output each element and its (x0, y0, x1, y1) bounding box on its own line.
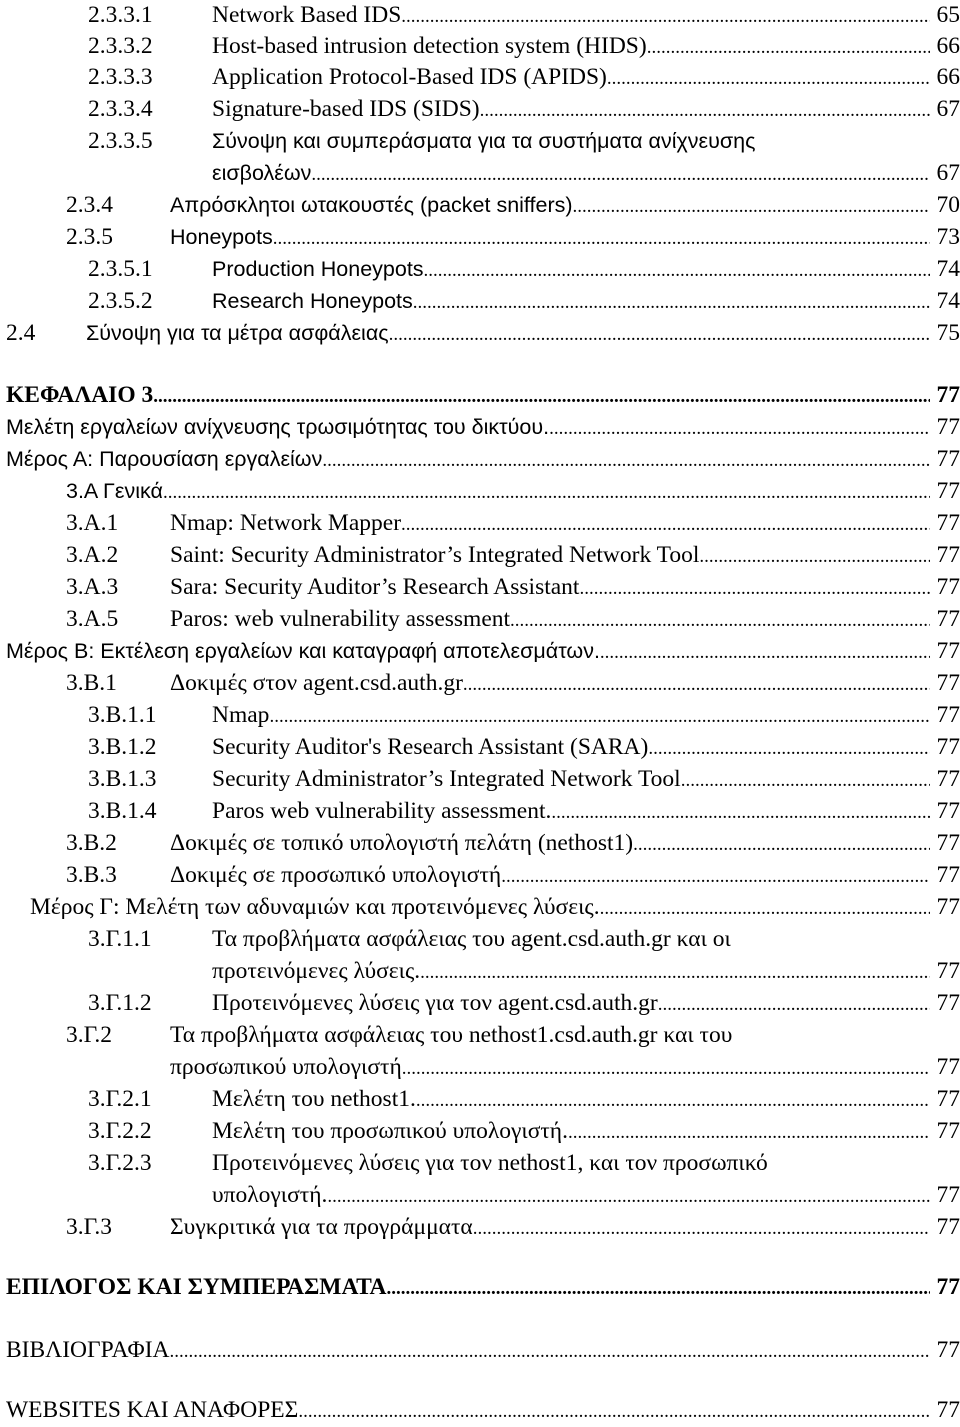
entry-number: 3.Α.5 (66, 606, 119, 632)
entry-title: Signature-based IDS (SIDS) (212, 96, 480, 122)
leader-dots (163, 478, 930, 508)
toc-entry[interactable] (0, 1148, 960, 1178)
entry-title: Προτεινόμενες λύσεις για τον agent.csd.auth.gr (212, 990, 658, 1016)
entry-number: 3.Γ.1.2 (88, 990, 152, 1016)
entry-page: 77 (936, 894, 960, 920)
entry-page: 77 (936, 478, 960, 504)
entry-number: 2.3.3.1 (88, 2, 153, 28)
entry-number: 3.Γ.1.1 (88, 926, 152, 952)
entry-title: Application Protocol-Based IDS (APIDS) (212, 64, 607, 90)
toc-entry[interactable] (0, 190, 960, 220)
entry-page: 77 (936, 702, 960, 728)
entry-page: 74 (936, 288, 960, 314)
leader-dots (424, 256, 930, 286)
entry-page: 77 (936, 1397, 960, 1423)
entry-page: 77 (936, 446, 960, 472)
entry-page: 74 (936, 256, 960, 282)
entry-title: WEBSITES ΚΑΙ ΑΝΑΦΟΡΕΣ (6, 1397, 299, 1423)
entry-title: Paros web vulnerability assessment. (212, 798, 552, 824)
entry-page: 77 (936, 542, 960, 568)
entry-title: προσωπικού υπολογιστή (170, 1054, 402, 1080)
leader-dots (568, 1118, 930, 1148)
entry-title: Production Honeypots (212, 257, 424, 281)
toc-entry[interactable] (0, 1212, 960, 1242)
toc-entry[interactable] (0, 476, 960, 506)
entry-number: 3.Β.3 (66, 862, 117, 888)
entry-title: Μελέτη του nethost1. (212, 1086, 416, 1112)
leader-dots (551, 798, 930, 828)
entry-title: Security Administrator’s Integrated Network Tool (212, 766, 681, 792)
entry-page: 77 (936, 1214, 960, 1240)
entry-number: 2.3.5.1 (88, 256, 153, 282)
entry-page: 77 (936, 638, 960, 664)
entry-page: 67 (936, 160, 960, 186)
leader-dots (273, 224, 930, 254)
leader-dots (600, 638, 930, 668)
toc-entry[interactable] (0, 924, 960, 954)
entry-number: 2.3.5.2 (88, 288, 153, 314)
toc-entry[interactable] (0, 254, 960, 284)
leader-dots (463, 670, 930, 700)
entry-title: Μέρος Γ: Μελέτη των αδυναμιών και προτεινόμενες λύσεις. (30, 894, 600, 920)
entry-number: 3.Β.1.4 (88, 798, 157, 824)
entry-title: Network Based IDS (212, 2, 402, 28)
leader-dots (699, 542, 930, 572)
entry-page: 77 (936, 734, 960, 760)
toc-entry-continuation[interactable] (0, 1052, 960, 1082)
toc-entry[interactable] (0, 412, 960, 442)
entry-title: Host-based intrusion detection system (HIDS) (212, 33, 647, 59)
toc-entry[interactable] (0, 700, 960, 730)
entry-title: Προτεινόμενες λύσεις για τον nethost1, και τον προσωπικό (212, 1150, 768, 1176)
leader-dots (401, 2, 930, 32)
toc-entry[interactable] (0, 636, 960, 666)
entry-page: 77 (936, 606, 960, 632)
entry-title: 3.Α Γενικά (66, 479, 163, 503)
entry-page: 77 (936, 798, 960, 824)
entry-page: 73 (936, 224, 960, 250)
entry-number: 3.Β.1.1 (88, 702, 157, 728)
entry-page: 77 (936, 990, 960, 1016)
leader-dots (549, 414, 930, 444)
entry-page: 66 (936, 64, 960, 90)
entry-number: 3.Α.2 (66, 542, 119, 568)
leader-dots (327, 1182, 930, 1212)
leader-dots (501, 862, 930, 892)
toc-entry[interactable] (0, 668, 960, 698)
entry-title: Μελέτη εργαλείων ανίχνευσης τρωσιμότητας του δικτύου. (6, 415, 550, 439)
toc-entry[interactable] (0, 604, 960, 634)
entry-number: 2.3.3.4 (88, 96, 153, 122)
entry-page: 77 (936, 862, 960, 888)
entry-title: υπολογιστή. (212, 1182, 328, 1208)
leader-dots (480, 96, 930, 126)
entry-title: Honeypots (170, 225, 273, 249)
toc-chapter[interactable] (0, 1272, 960, 1302)
toc-entry[interactable] (0, 1020, 960, 1050)
leader-dots (401, 510, 930, 540)
leader-dots (420, 958, 930, 988)
entry-title: Μέρος Α: Παρουσίαση εργαλείων (6, 447, 323, 471)
entry-number: 2.3.4 (66, 192, 113, 218)
toc-entry[interactable] (0, 444, 960, 474)
entry-page: 75 (936, 320, 960, 346)
entry-number: 2.3.3.3 (88, 64, 153, 90)
entry-title: Research Honeypots (212, 289, 413, 313)
entry-title: προτεινόμενες λύσεις. (212, 958, 421, 984)
leader-dots (681, 766, 930, 796)
entry-title: εισβολέων (212, 161, 312, 185)
entry-number: 3.Γ.2 (66, 1022, 113, 1048)
toc-entry-continuation[interactable] (0, 1180, 960, 1210)
entry-page: 65 (936, 2, 960, 28)
toc-entry[interactable] (0, 1084, 960, 1114)
leader-dots (573, 192, 930, 222)
entry-title: Security Auditor's Research Assistant (SARA) (212, 734, 649, 760)
leader-dots (413, 288, 930, 318)
entry-number: 2.3.3.2 (88, 33, 153, 59)
entry-number: 3.Γ.2.2 (88, 1118, 152, 1144)
toc-chapter[interactable] (0, 1335, 960, 1365)
entry-title: Σύνοψη και συμπεράσματα για τα συστήματα ανίχνευσης (212, 129, 756, 153)
entry-title: Nmap (212, 702, 270, 728)
entry-title: Paros: web vulnerability assessment (170, 606, 511, 632)
entry-number: 3.Α.3 (66, 574, 119, 600)
toc-entry[interactable] (0, 62, 960, 92)
entry-title: ΕΠΙΛΟΓΟΣ ΚΑΙ ΣΥΜΠΕΡΑΣΜΑΤΑ (6, 1274, 387, 1300)
leader-dots (648, 734, 930, 764)
entry-page: 77 (936, 574, 960, 600)
entry-page: 77 (936, 1054, 960, 1080)
toc-entry[interactable] (0, 796, 960, 826)
toc-entry[interactable] (0, 828, 960, 858)
leader-dots (389, 320, 930, 350)
leader-dots (298, 1397, 930, 1427)
entry-page: 77 (936, 766, 960, 792)
toc-entry[interactable] (0, 222, 960, 252)
toc-entry[interactable] (0, 286, 960, 316)
toc-entry[interactable] (0, 764, 960, 794)
entry-number: 3.Β.2 (66, 830, 117, 856)
toc-entry[interactable] (0, 94, 960, 124)
entry-title: Nmap: Network Mapper (170, 510, 402, 536)
entry-page: 77 (936, 1086, 960, 1112)
entry-title: Δοκιμές σε τοπικό υπολογιστή πελάτη (nethost1) (170, 830, 634, 856)
entry-title: ΒΙΒΛΙΟΓΡΑΦΙΑ (6, 1337, 170, 1363)
entry-number: 3.Β.1.2 (88, 734, 157, 760)
leader-dots (416, 1086, 930, 1116)
leader-dots (473, 1214, 930, 1244)
entry-title: Σύνοψη για τα μέτρα ασφάλειας (86, 321, 389, 345)
entry-number: 3.Β.1 (66, 670, 117, 696)
entry-number: 3.Α.1 (66, 510, 119, 536)
leader-dots (322, 446, 930, 476)
leader-dots (658, 990, 930, 1020)
entry-page: 77 (936, 1337, 960, 1363)
leader-dots (153, 382, 930, 412)
entry-page: 77 (936, 1182, 960, 1208)
entry-page: 77 (936, 1118, 960, 1144)
leader-dots (402, 1054, 930, 1084)
entry-page: 77 (936, 958, 960, 984)
entry-page: 67 (936, 96, 960, 122)
toc-entry[interactable] (0, 1116, 960, 1146)
entry-page: 77 (936, 510, 960, 536)
entry-number: 2.3.3.5 (88, 128, 153, 154)
entry-title: Τα προβλήματα ασφάλειας του agent.csd.auth.gr και οι (212, 926, 731, 952)
toc-entry[interactable] (0, 988, 960, 1018)
leader-dots (387, 1274, 930, 1304)
leader-dots (647, 33, 930, 63)
toc-entry[interactable] (0, 572, 960, 602)
toc-entry[interactable] (0, 540, 960, 570)
entry-page: 77 (936, 670, 960, 696)
entry-number: 3.Γ.2.3 (88, 1150, 152, 1176)
entry-page: 77 (936, 1274, 960, 1300)
entry-title: Απρόσκλητοι ωτακουστές (packet sniffers) (170, 193, 573, 217)
entry-number: 3.Γ.3 (66, 1214, 113, 1240)
entry-page: 77 (936, 830, 960, 856)
toc-entry[interactable] (0, 0, 960, 30)
leader-dots (579, 574, 930, 604)
entry-number: 2.4 (6, 320, 36, 346)
entry-title: Sara: Security Auditor’s Research Assistant (170, 574, 580, 600)
entry-title: Μέρος Β: Εκτέλεση εργαλείων και καταγραφή αποτελεσμάτων. (6, 639, 600, 663)
leader-dots (311, 160, 930, 190)
entry-title: Δοκιμές σε προσωπικό υπολογιστή (170, 862, 502, 888)
toc-entry[interactable] (0, 508, 960, 538)
leader-dots (269, 702, 930, 732)
entry-title: Τα προβλήματα ασφάλειας του nethost1.csd.auth.gr και του (170, 1022, 733, 1048)
toc-entry-continuation[interactable] (0, 158, 960, 188)
leader-dots (607, 64, 930, 94)
toc-entry[interactable] (0, 318, 960, 348)
entry-title: Δοκιμές στον agent.csd.auth.gr (170, 670, 463, 696)
entry-title: ΚΕΦΑΛΑΙΟ 3 (6, 382, 154, 408)
leader-dots (600, 894, 930, 924)
entry-page: 66 (936, 33, 960, 59)
entry-title: Συγκριτικά για τα προγράμματα (170, 1214, 473, 1240)
entry-number: 3.Β.1.3 (88, 766, 157, 792)
entry-title: Saint: Security Administrator’s Integrated Network Tool (170, 542, 700, 568)
entry-page: 77 (936, 382, 960, 408)
toc-entry[interactable] (0, 732, 960, 762)
entry-number: 3.Γ.2.1 (88, 1086, 152, 1112)
leader-dots (510, 606, 930, 636)
toc-entry[interactable] (0, 31, 960, 61)
entry-page: 70 (936, 192, 960, 218)
toc-entry-continuation[interactable] (0, 956, 960, 986)
leader-dots (633, 830, 930, 860)
entry-number: 2.3.5 (66, 224, 113, 250)
toc-entry[interactable] (0, 892, 960, 922)
leader-dots (170, 1337, 930, 1367)
toc-chapter[interactable] (0, 380, 960, 410)
entry-title: Μελέτη του προσωπικού υπολογιστή. (212, 1118, 568, 1144)
toc-entry[interactable] (0, 126, 960, 156)
entry-page: 77 (936, 414, 960, 440)
toc-entry[interactable] (0, 860, 960, 890)
toc-chapter[interactable] (0, 1395, 960, 1425)
